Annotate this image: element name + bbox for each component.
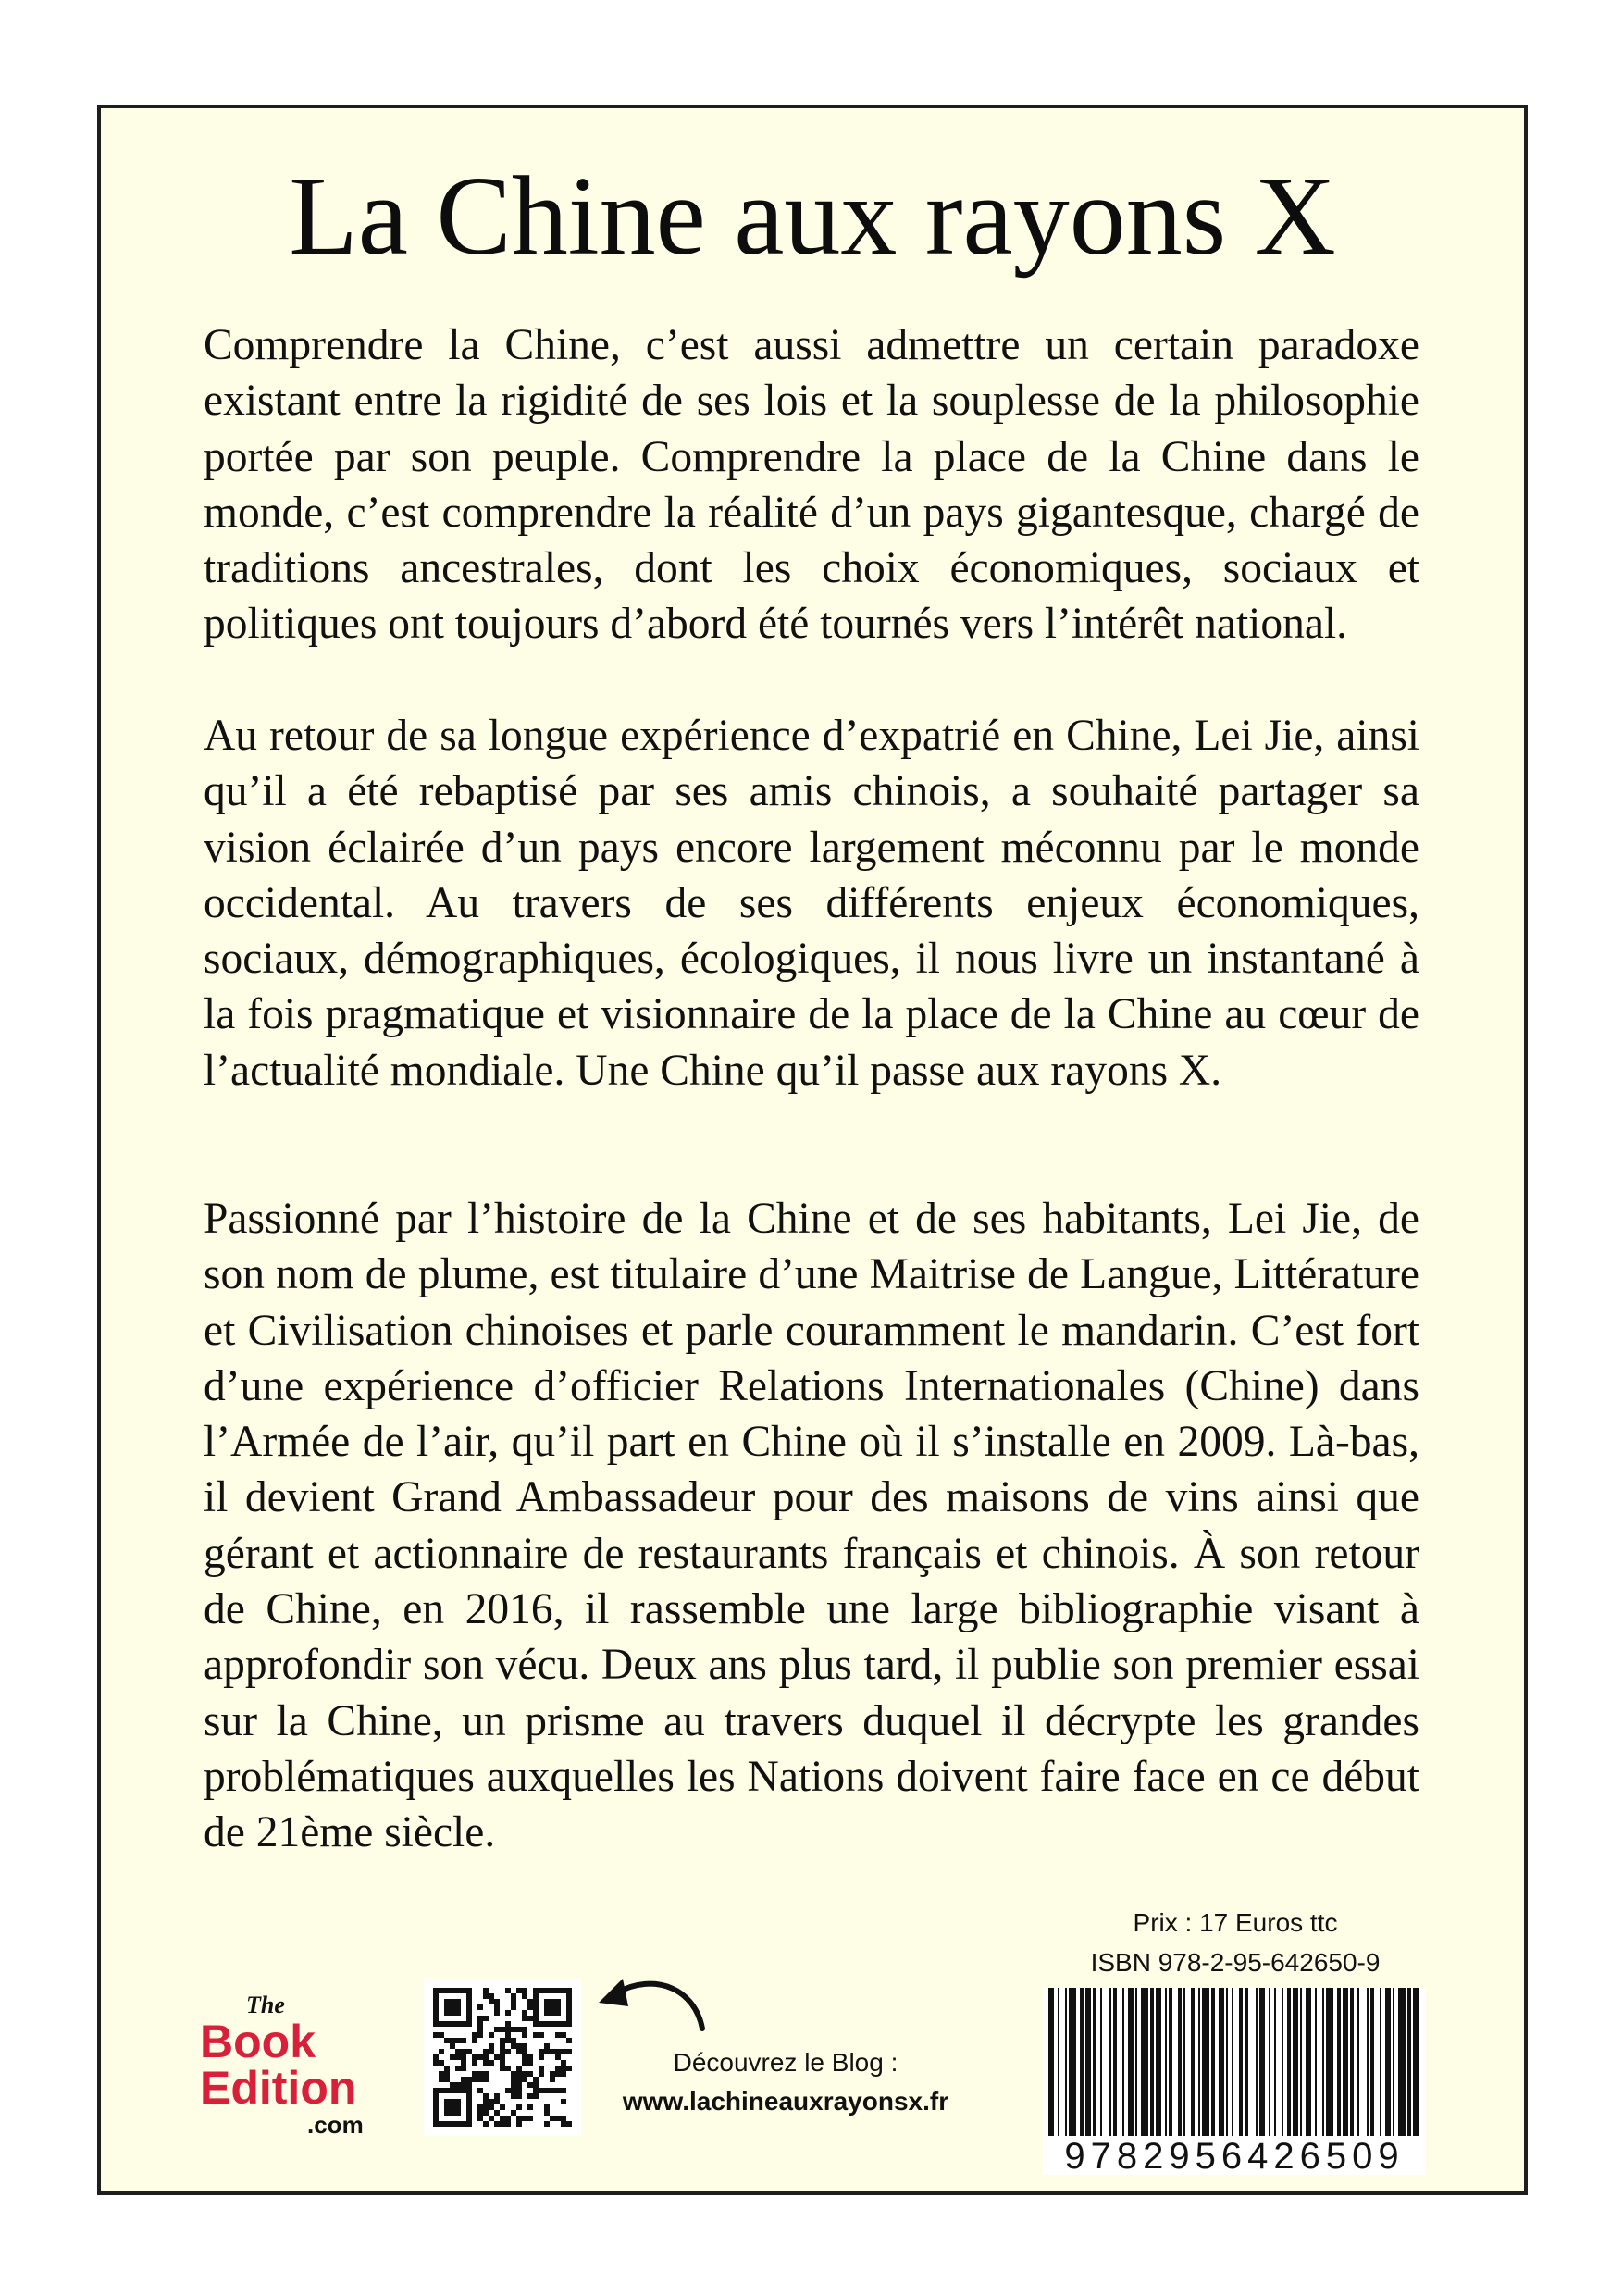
- logo-edition-text: Edition: [200, 2062, 357, 2114]
- barcode-number: 9782956426509: [1043, 2138, 1426, 2175]
- isbn-label: ISBN 978-2-95-642650-9: [1090, 1948, 1381, 1977]
- price-label: Prix : 17 Euros ttc: [1133, 1908, 1338, 1937]
- book-title: La Chine aux rayons X: [289, 154, 1336, 279]
- barcode-icon: [1043, 1988, 1426, 2177]
- curved-arrow-icon: [591, 1962, 712, 2036]
- paragraph-author-bio: Passionné par l’histoire de la Chine et de ses habitants, Lei Jie, de son nom de plume, est titulaire d’une Maitrise de Langue, Littérature et Civilisation chinoises et parle couramment le mandarin. C’est fort d’une expérience d’officier Relations Internationales (Chine) dans l’Armée de l’air, qu’il part en Chine où il s’installe en 2009. Là-bas, il devient Grand Ambassadeur pour des maisons de vins ainsi que gérant et actionnaire de restaurants français et chinois. À son retour de Chine, en 2016, il rassemble une large bibliographie visant à approfondir son vécu. Deux ans plus tard, il publie son premier essai sur la Chine, un prisme au travers duquel il décrypte les grandes problématiques auxquelles les Nations doivent faire face en ce début de 21ème siècle.: [204, 1195, 1419, 1857]
- blog-url-link[interactable]: www.lachineauxrayonsx.fr: [622, 2087, 949, 2116]
- blog-label: Découvrez le Blog :: [673, 2048, 898, 2077]
- the-book-edition-logo: [198, 1985, 383, 2152]
- logo-book-text: Book: [200, 2016, 316, 2067]
- qr-code-icon[interactable]: [424, 1979, 581, 2136]
- paragraph-summary-2: Au retour de sa longue expérience d’expatrié en Chine, Lei Jie, ainsi qu’il a été rebaptisé par ses amis chinois, a souhaité partager sa vision éclairée d’un pays encore largement méconnu par le monde occidental. Au travers de ses différents enjeux économiques, sociaux, démographiques, écologiques, il nous livre un instantané à la fois pragmatique et visionnaire de la place de la Chine au cœur de l’actualité mondiale. Une Chine qu’il passe aux rayons X.: [204, 712, 1419, 1095]
- paragraph-summary-1: Comprendre la Chine, c’est aussi admettre un certain paradoxe existant entre la rigidité de ses lois et la souplesse de la philosophie portée par son peuple. Comprendre la place de la Chine dans le monde, c’est comprendre la réalité d’un pays gigantesque, chargé de traditions ancestrales, dont les choix économiques, sociaux et politiques ont toujours d’abord été tournés vers l’intérêt national.: [204, 321, 1419, 649]
- logo-com-text: .com: [307, 2111, 364, 2139]
- back-cover: [97, 105, 1528, 2195]
- logo-the-text: The: [246, 1992, 285, 2018]
